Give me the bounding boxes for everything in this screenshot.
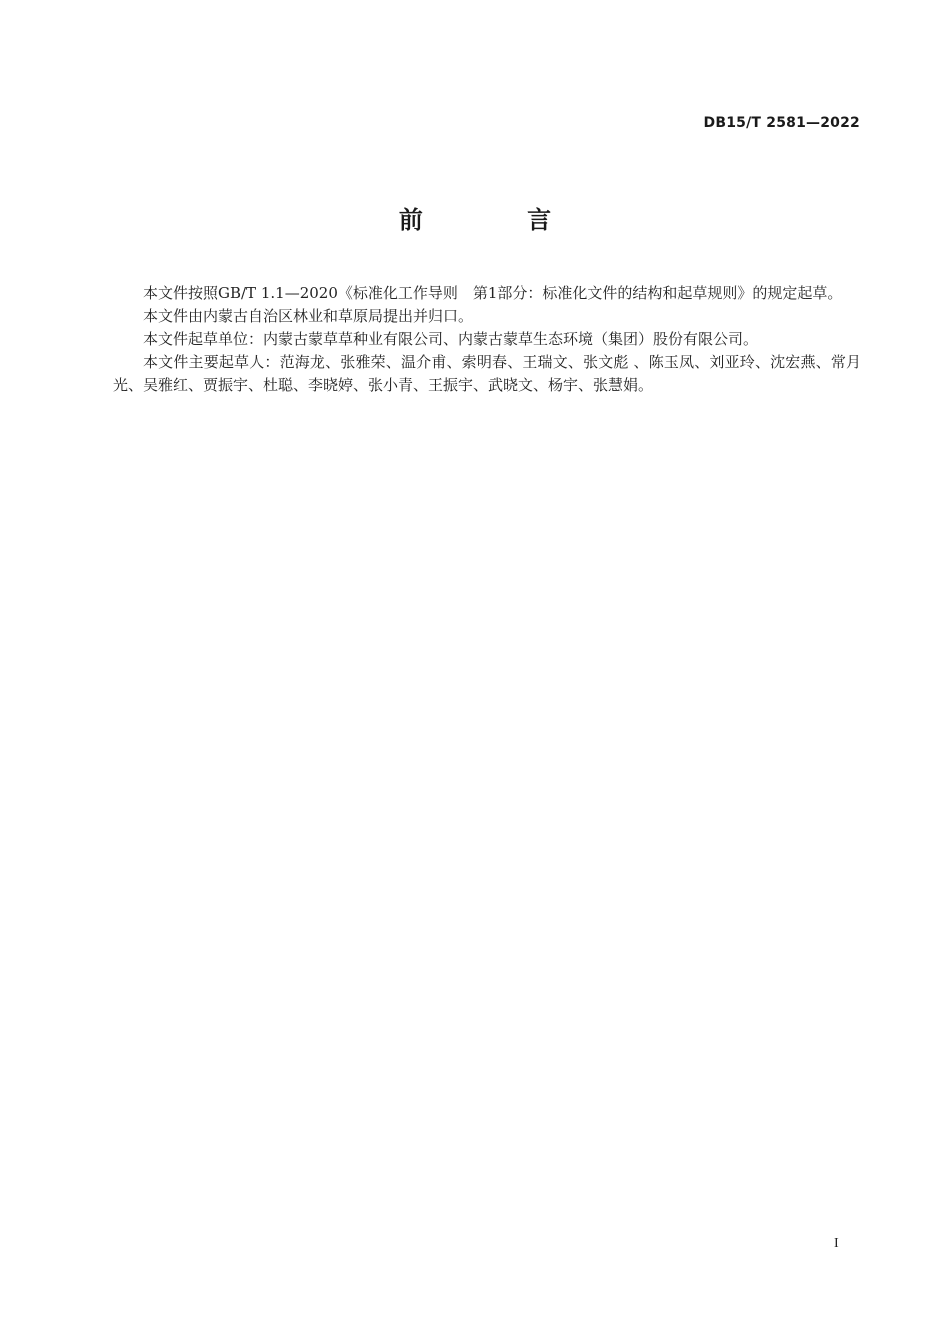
document-code: DB15/T 2581—2022 (703, 115, 860, 131)
paragraph-drafters: 本文件主要起草人：范海龙、张雅荣、温介甫、索明春、王瑞文、张文彪 、陈玉凤、刘亚玲、沈宏燕、常月光、吴雅红、贾振宇、杜聪、李晓婷、张小青、王振宇、武晓文、杨宇、张慧娟。 (113, 353, 861, 394)
paragraph-drafting-rules: 本文件按照GB/T 1.1—2020《标准化工作导则 第1部分：标准化文件的结构和起草规则》的规定起草。 (143, 284, 843, 302)
paragraph-proposer: 本文件由内蒙古自治区林业和草原局提出并归口。 (143, 307, 474, 325)
foreword-body (113, 282, 861, 397)
paragraph-drafting-units: 本文件起草单位：内蒙古蒙草草种业有限公司、内蒙古蒙草生态环境（集团）股份有限公司。 (143, 330, 759, 348)
page-title: 前 言 (398, 206, 600, 234)
page-number: I (834, 1236, 839, 1251)
